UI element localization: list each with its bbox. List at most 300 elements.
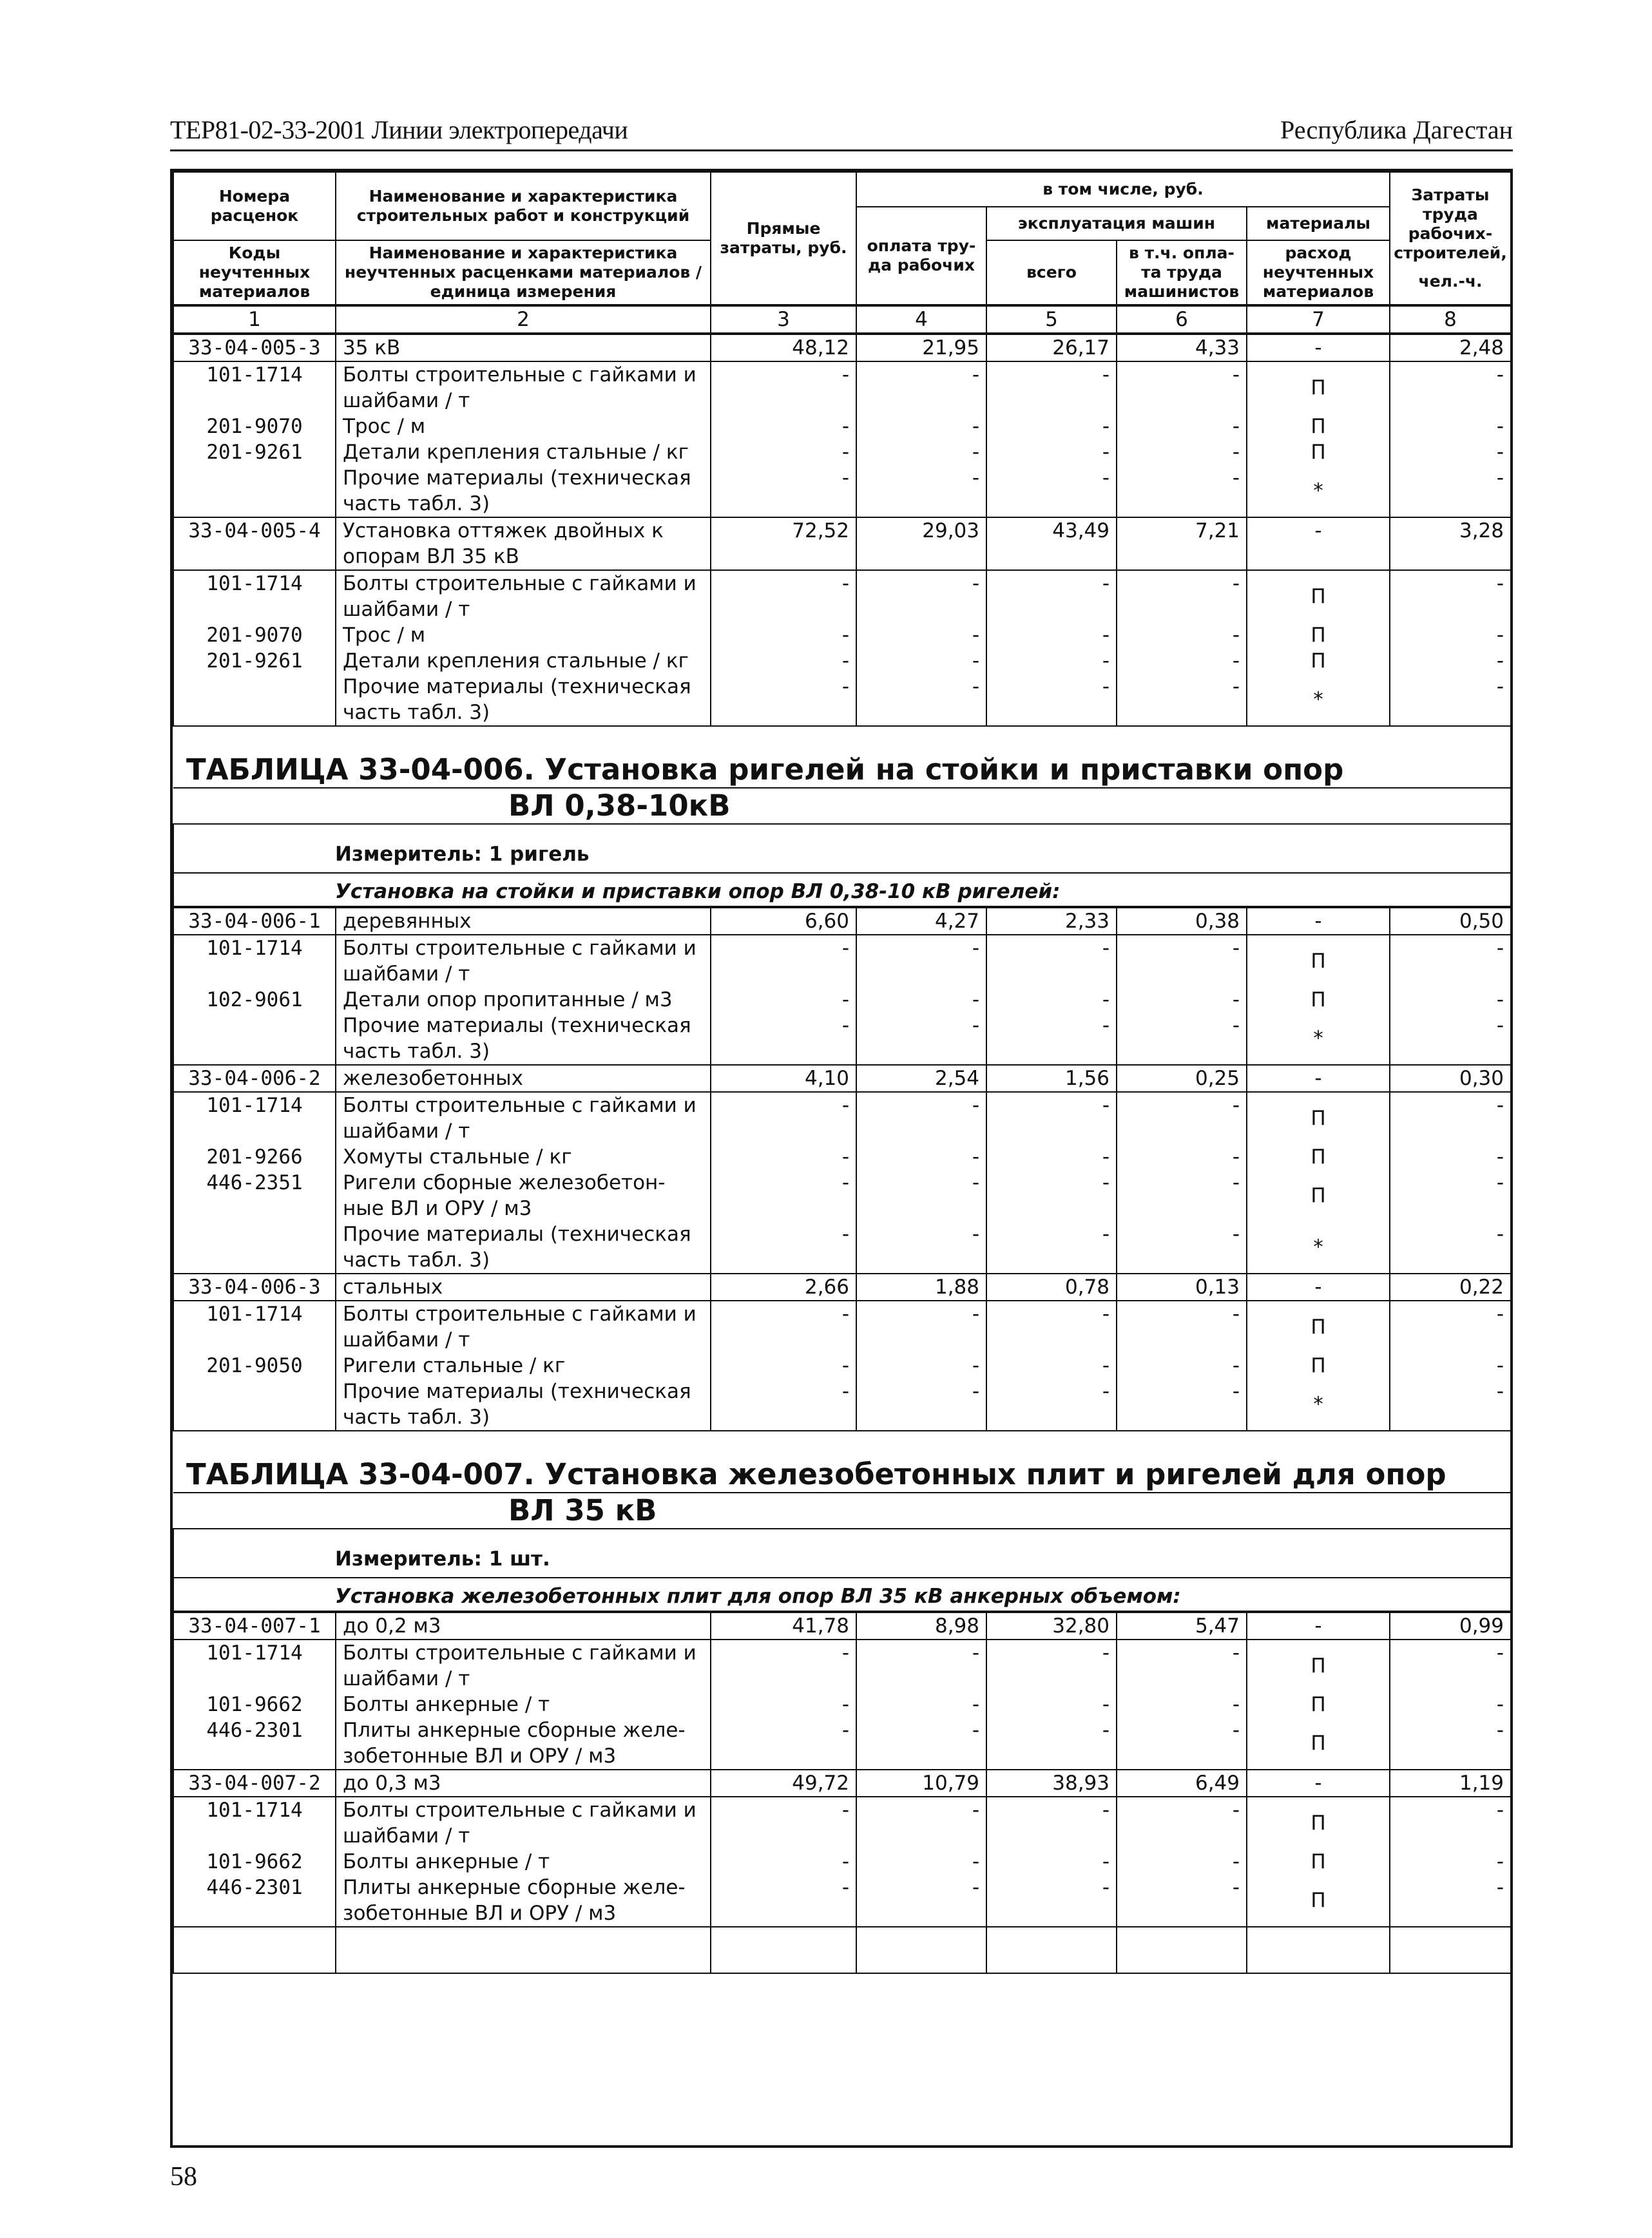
material-row <box>173 674 1511 726</box>
rate-code: 33-04-006-1 <box>173 907 336 935</box>
material-name: Прочие материалы (техническая часть табл. 3) <box>336 1221 711 1274</box>
labor-pay-cell: - <box>856 1640 986 1692</box>
direct-costs-cell: - <box>711 1379 856 1431</box>
labor-cost-cell: - <box>1390 361 1511 414</box>
machines-total-cell: - <box>986 1717 1117 1770</box>
material-row <box>173 1144 1511 1170</box>
rate-row <box>173 1770 1511 1797</box>
labor-pay-cell: - <box>856 1092 986 1144</box>
rate-name: стальных <box>336 1274 711 1301</box>
labor-cost-cell: - <box>1390 622 1511 648</box>
rate-row <box>173 1274 1511 1301</box>
header-labor-cost <box>1390 172 1511 305</box>
labor-pay-cell: 10,79 <box>856 1770 986 1797</box>
rates-body <box>173 334 1511 1973</box>
rate-name: железобетонных <box>336 1065 711 1092</box>
column-numbers-row <box>173 305 1511 334</box>
machines-total-cell: - <box>986 1640 1117 1692</box>
material-row <box>173 1301 1511 1353</box>
labor-pay-cell: - <box>856 1221 986 1274</box>
direct-costs-cell: - <box>711 1221 856 1274</box>
material-code: 102-9061 <box>173 987 336 1013</box>
material-name: Прочие материалы (техническая часть табл. 3) <box>336 674 711 726</box>
rate-code: 33-04-005-3 <box>173 334 336 361</box>
direct-costs-cell: - <box>711 1170 856 1221</box>
material-name: Детали опор пропитанные / м3 <box>336 987 711 1013</box>
column-number: 5 <box>986 305 1117 334</box>
table-subheading: Установка железобетонных плит для опор ВЛ 35 кВ анкерных объемом: <box>173 1578 1511 1612</box>
rate-code: 33-04-007-2 <box>173 1770 336 1797</box>
labor-cost-cell: 0,99 <box>1390 1612 1511 1640</box>
machines-total-cell: - <box>986 1144 1117 1170</box>
materials-cell: П <box>1247 1353 1390 1379</box>
material-name: Болты анкерные / т <box>336 1692 711 1717</box>
machines-total-cell: - <box>986 414 1117 439</box>
labor-pay-cell: - <box>856 1301 986 1353</box>
rate-name: деревянных <box>336 907 711 935</box>
materials-cell: * <box>1247 1221 1390 1274</box>
materials-cell: П <box>1247 1092 1390 1144</box>
direct-costs-cell: - <box>711 1717 856 1770</box>
header-rule <box>170 149 1513 151</box>
table-meter: Измеритель: 1 шт. <box>173 1529 1511 1578</box>
rate-code: 33-04-007-1 <box>173 1612 336 1640</box>
materials-cell: * <box>1247 1379 1390 1431</box>
machines-labor-cell: 0,38 <box>1117 907 1247 935</box>
machines-labor-cell: - <box>1117 1221 1247 1274</box>
material-code: 101-1714 <box>173 361 336 414</box>
labor-cost-cell: 3,28 <box>1390 517 1511 570</box>
machines-total-cell: - <box>986 622 1117 648</box>
header-machines-total: всего <box>986 240 1117 305</box>
direct-costs-cell: - <box>711 1013 856 1065</box>
material-name: Болты строительные с гайками и шайбами / т <box>336 1092 711 1144</box>
direct-costs-cell: - <box>711 439 856 465</box>
labor-cost-cell: 0,50 <box>1390 907 1511 935</box>
machines-total-cell: - <box>986 674 1117 726</box>
labor-cost-cell: - <box>1390 570 1511 622</box>
material-code: 201-9261 <box>173 439 336 465</box>
machines-labor-cell: 4,33 <box>1117 334 1247 361</box>
materials-cell: - <box>1247 1065 1390 1092</box>
material-row <box>173 1717 1511 1770</box>
labor-pay-cell: - <box>856 1170 986 1221</box>
material-code <box>173 465 336 517</box>
rate-code: 33-04-006-3 <box>173 1274 336 1301</box>
labor-pay-cell: 2,54 <box>856 1065 986 1092</box>
materials-cell: - <box>1247 334 1390 361</box>
labor-pay-cell: - <box>856 465 986 517</box>
empty-cell <box>986 1927 1117 1973</box>
materials-cell: - <box>1247 1612 1390 1640</box>
header-labor-unit: чел.-ч. <box>1418 272 1483 291</box>
materials-cell: * <box>1247 1013 1390 1065</box>
materials-cell: * <box>1247 674 1390 726</box>
direct-costs-cell: - <box>711 622 856 648</box>
table-meter: Измеритель: 1 ригель <box>173 824 1511 873</box>
rate-code: 33-04-005-4 <box>173 517 336 570</box>
direct-costs-cell: 6,60 <box>711 907 856 935</box>
machines-total-cell: 2,33 <box>986 907 1117 935</box>
machines-total-cell: - <box>986 1849 1117 1875</box>
materials-cell: П <box>1247 1875 1390 1927</box>
materials-cell: П <box>1247 1797 1390 1849</box>
rate-row <box>173 907 1511 935</box>
material-code: 101-1714 <box>173 1640 336 1692</box>
materials-cell: П <box>1247 1692 1390 1717</box>
machines-total-cell: - <box>986 935 1117 987</box>
labor-pay-cell: - <box>856 439 986 465</box>
material-row <box>173 1013 1511 1065</box>
rates-table <box>173 171 1512 1974</box>
rate-name: до 0,2 м3 <box>336 1612 711 1640</box>
machines-total-cell: - <box>986 1013 1117 1065</box>
header-materials: материалы <box>1247 207 1390 240</box>
direct-costs-cell: 4,10 <box>711 1065 856 1092</box>
materials-cell: П <box>1247 1170 1390 1221</box>
material-name: Ригели стальные / кг <box>336 1353 711 1379</box>
header-direct-costs: Прямые затраты, руб. <box>711 172 856 305</box>
machines-labor-cell: - <box>1117 1875 1247 1927</box>
document-code-title: ТЕР81-02-33-2001 Линии электропередачи <box>170 115 628 144</box>
labor-cost-cell: - <box>1390 1692 1511 1717</box>
header-in-total: в том числе, руб. <box>856 172 1390 207</box>
labor-cost-cell: - <box>1390 439 1511 465</box>
material-row <box>173 439 1511 465</box>
machines-total-cell: - <box>986 1875 1117 1927</box>
material-name: Трос / м <box>336 622 711 648</box>
material-code: 101-9662 <box>173 1692 336 1717</box>
direct-costs-cell: - <box>711 414 856 439</box>
rate-row <box>173 1065 1511 1092</box>
labor-pay-cell: - <box>856 361 986 414</box>
machines-labor-cell: - <box>1117 1692 1247 1717</box>
direct-costs-cell: - <box>711 987 856 1013</box>
material-name: Прочие материалы (техническая часть табл. 3) <box>336 465 711 517</box>
direct-costs-cell: - <box>711 1353 856 1379</box>
material-row <box>173 1640 1511 1692</box>
materials-cell: - <box>1247 1770 1390 1797</box>
labor-pay-cell: - <box>856 674 986 726</box>
machines-total-cell: - <box>986 1301 1117 1353</box>
materials-cell: П <box>1247 1717 1390 1770</box>
machines-total-cell: - <box>986 439 1117 465</box>
material-code: 201-9050 <box>173 1353 336 1379</box>
header-labor-cost-label: Затраты труда рабочих-строителей, <box>1394 186 1507 262</box>
direct-costs-cell: - <box>711 935 856 987</box>
labor-pay-cell: 21,95 <box>856 334 986 361</box>
direct-costs-cell: - <box>711 1144 856 1170</box>
material-code <box>173 1379 336 1431</box>
labor-pay-cell: - <box>856 414 986 439</box>
machines-labor-cell: 0,25 <box>1117 1065 1247 1092</box>
material-name: Болты строительные с гайками и шайбами / т <box>336 1797 711 1849</box>
materials-cell: * <box>1247 465 1390 517</box>
region-name: Республика Дагестан <box>1280 115 1513 144</box>
empty-cell <box>1390 1927 1511 1973</box>
machines-total-cell: 26,17 <box>986 334 1117 361</box>
material-row <box>173 1092 1511 1144</box>
material-name: Болты строительные с гайками и шайбами / т <box>336 570 711 622</box>
machines-total-cell: - <box>986 987 1117 1013</box>
direct-costs-cell: - <box>711 465 856 517</box>
machines-labor-cell: - <box>1117 465 1247 517</box>
labor-cost-cell: - <box>1390 674 1511 726</box>
material-name: Болты строительные с гайками и шайбами / т <box>336 1301 711 1353</box>
machines-total-cell: - <box>986 1221 1117 1274</box>
column-number: 8 <box>1390 305 1511 334</box>
machines-labor-cell: 7,21 <box>1117 517 1247 570</box>
materials-cell: П <box>1247 439 1390 465</box>
labor-pay-cell: - <box>856 570 986 622</box>
header-work-name: Наименование и характеристика строительных работ и конструкций <box>336 172 711 240</box>
material-row <box>173 1170 1511 1221</box>
labor-pay-cell: - <box>856 1144 986 1170</box>
labor-cost-cell: - <box>1390 987 1511 1013</box>
materials-cell: - <box>1247 1274 1390 1301</box>
machines-labor-cell: - <box>1117 1379 1247 1431</box>
machines-labor-cell: - <box>1117 1092 1247 1144</box>
material-name: Детали крепления стальные / кг <box>336 648 711 674</box>
material-name: Ригели сборные железобетон-ные ВЛ и ОРУ / м3 <box>336 1170 711 1221</box>
labor-cost-cell: - <box>1390 1797 1511 1849</box>
column-number: 3 <box>711 305 856 334</box>
labor-cost-cell: - <box>1390 1717 1511 1770</box>
direct-costs-cell: - <box>711 1301 856 1353</box>
material-name: Трос / м <box>336 414 711 439</box>
machines-labor-cell: - <box>1117 1170 1247 1221</box>
labor-pay-cell: - <box>856 1875 986 1927</box>
material-name: Прочие материалы (техническая часть табл. 3) <box>336 1379 711 1431</box>
material-code: 201-9266 <box>173 1144 336 1170</box>
material-name: Болты строительные с гайками и шайбами / т <box>336 1640 711 1692</box>
labor-cost-cell: - <box>1390 1849 1511 1875</box>
machines-labor-cell: - <box>1117 1301 1247 1353</box>
direct-costs-cell: - <box>711 674 856 726</box>
labor-cost-cell: - <box>1390 1221 1511 1274</box>
material-row <box>173 1692 1511 1717</box>
machines-labor-cell: - <box>1117 1849 1247 1875</box>
labor-pay-cell: - <box>856 935 986 987</box>
empty-cell <box>856 1927 986 1973</box>
material-row <box>173 465 1511 517</box>
machines-total-cell: - <box>986 1170 1117 1221</box>
labor-cost-cell: - <box>1390 1092 1511 1144</box>
material-code <box>173 1221 336 1274</box>
direct-costs-cell: 48,12 <box>711 334 856 361</box>
column-number: 1 <box>173 305 336 334</box>
materials-cell: П <box>1247 414 1390 439</box>
machines-total-cell: 1,56 <box>986 1065 1117 1092</box>
direct-costs-cell: 49,72 <box>711 1770 856 1797</box>
material-row <box>173 935 1511 987</box>
labor-cost-cell: - <box>1390 1170 1511 1221</box>
machines-total-cell: 0,78 <box>986 1274 1117 1301</box>
rates-sheet <box>170 169 1513 2148</box>
material-code: 201-9261 <box>173 648 336 674</box>
header-rate-numbers: Номера расценок <box>173 172 336 240</box>
material-name: Болты строительные с гайками и шайбами / т <box>336 361 711 414</box>
empty-cell <box>711 1927 856 1973</box>
rate-row <box>173 1612 1511 1640</box>
labor-cost-cell: - <box>1390 1379 1511 1431</box>
machines-labor-cell: - <box>1117 1640 1247 1692</box>
material-row <box>173 1849 1511 1875</box>
direct-costs-cell: - <box>711 1849 856 1875</box>
header-material-codes: Коды неучтенных материалов <box>173 240 336 305</box>
labor-cost-cell: - <box>1390 1301 1511 1353</box>
material-code: 446-2301 <box>173 1875 336 1927</box>
rate-row <box>173 334 1511 361</box>
materials-cell: П <box>1247 361 1390 414</box>
materials-cell: П <box>1247 622 1390 648</box>
direct-costs-cell: - <box>711 1092 856 1144</box>
materials-cell: П <box>1247 1301 1390 1353</box>
header-machines-labor: в т.ч. опла-та труда машинистов <box>1117 240 1247 305</box>
labor-pay-cell: - <box>856 1013 986 1065</box>
machines-labor-cell: - <box>1117 1717 1247 1770</box>
materials-cell: П <box>1247 935 1390 987</box>
labor-cost-cell: - <box>1390 1353 1511 1379</box>
machines-total-cell: 43,49 <box>986 517 1117 570</box>
direct-costs-cell: - <box>711 1640 856 1692</box>
material-row <box>173 1221 1511 1274</box>
materials-cell: П <box>1247 987 1390 1013</box>
machines-labor-cell: - <box>1117 987 1247 1013</box>
labor-cost-cell: - <box>1390 414 1511 439</box>
rate-row <box>173 517 1511 570</box>
material-row <box>173 570 1511 622</box>
table-subheading: Установка на стойки и приставки опор ВЛ 0,38-10 кВ ригелей: <box>173 873 1511 907</box>
material-row <box>173 1379 1511 1431</box>
empty-cell <box>1247 1927 1390 1973</box>
labor-pay-cell: - <box>856 1353 986 1379</box>
material-code: 101-1714 <box>173 570 336 622</box>
empty-cell <box>336 1927 711 1973</box>
material-row <box>173 1353 1511 1379</box>
labor-pay-cell: - <box>856 648 986 674</box>
material-code: 101-1714 <box>173 1797 336 1849</box>
labor-pay-cell: 1,88 <box>856 1274 986 1301</box>
direct-costs-cell: - <box>711 361 856 414</box>
material-name: Детали крепления стальные / кг <box>336 439 711 465</box>
machines-total-cell: - <box>986 1379 1117 1431</box>
rate-code: 33-04-006-2 <box>173 1065 336 1092</box>
machines-labor-cell: - <box>1117 361 1247 414</box>
table-title: ТАБЛИЦА 33-04-006. Установка ригелей на стойки и приставки опор <box>173 726 1511 788</box>
machines-labor-cell: - <box>1117 648 1247 674</box>
direct-costs-cell: 41,78 <box>711 1612 856 1640</box>
material-row <box>173 1797 1511 1849</box>
labor-pay-cell: - <box>856 1692 986 1717</box>
rate-name: до 0,3 м3 <box>336 1770 711 1797</box>
column-number: 2 <box>336 305 711 334</box>
machines-total-cell: - <box>986 361 1117 414</box>
labor-cost-cell: - <box>1390 1013 1511 1065</box>
machines-total-cell: - <box>986 1092 1117 1144</box>
labor-cost-cell: - <box>1390 1144 1511 1170</box>
machines-labor-cell: 6,49 <box>1117 1770 1247 1797</box>
machines-total-cell: - <box>986 465 1117 517</box>
labor-cost-cell: - <box>1390 1640 1511 1692</box>
material-name: Болты строительные с гайками и шайбами / т <box>336 935 711 987</box>
machines-labor-cell: - <box>1117 439 1247 465</box>
materials-cell: П <box>1247 570 1390 622</box>
header-machines: эксплуатация машин <box>986 207 1247 240</box>
materials-cell: - <box>1247 517 1390 570</box>
materials-cell: П <box>1247 1640 1390 1692</box>
column-number: 6 <box>1117 305 1247 334</box>
machines-labor-cell: - <box>1117 935 1247 987</box>
labor-cost-cell: - <box>1390 935 1511 987</box>
machines-labor-cell: - <box>1117 1353 1247 1379</box>
rate-name: 35 кВ <box>336 334 711 361</box>
header-material-name: Наименование и характеристика неучтенных расценками материалов / единица измерения <box>336 240 711 305</box>
material-row <box>173 987 1511 1013</box>
material-code: 101-1714 <box>173 1301 336 1353</box>
page-number: 58 <box>170 2162 197 2192</box>
machines-labor-cell: - <box>1117 1013 1247 1065</box>
material-code <box>173 674 336 726</box>
empty-cell <box>173 1927 336 1973</box>
machines-total-cell: - <box>986 1353 1117 1379</box>
material-code: 101-9662 <box>173 1849 336 1875</box>
labor-cost-cell: - <box>1390 465 1511 517</box>
material-row <box>173 648 1511 674</box>
machines-labor-cell: - <box>1117 674 1247 726</box>
machines-total-cell: 32,80 <box>986 1612 1117 1640</box>
header-labor-pay: оплата тру-да рабочих <box>856 207 986 305</box>
machines-labor-cell: - <box>1117 570 1247 622</box>
labor-pay-cell: - <box>856 1717 986 1770</box>
material-code: 101-1714 <box>173 935 336 987</box>
material-name: Хомуты стальные / кг <box>336 1144 711 1170</box>
labor-pay-cell: 29,03 <box>856 517 986 570</box>
direct-costs-cell: - <box>711 648 856 674</box>
empty-cell <box>1117 1927 1247 1973</box>
material-row <box>173 414 1511 439</box>
machines-total-cell: - <box>986 1692 1117 1717</box>
machines-total-cell: - <box>986 570 1117 622</box>
material-code <box>173 1013 336 1065</box>
materials-cell: П <box>1247 1849 1390 1875</box>
machines-total-cell: - <box>986 648 1117 674</box>
material-code: 201-9070 <box>173 414 336 439</box>
direct-costs-cell: - <box>711 1875 856 1927</box>
labor-cost-cell: - <box>1390 1875 1511 1927</box>
column-number: 4 <box>856 305 986 334</box>
machines-labor-cell: - <box>1117 622 1247 648</box>
direct-costs-cell: - <box>711 570 856 622</box>
table-title-line-2: ВЛ 35 кВ <box>173 1493 1511 1529</box>
direct-costs-cell: 2,66 <box>711 1274 856 1301</box>
labor-cost-cell: - <box>1390 648 1511 674</box>
material-code: 101-1714 <box>173 1092 336 1144</box>
direct-costs-cell: - <box>711 1692 856 1717</box>
direct-costs-cell: 72,52 <box>711 517 856 570</box>
material-name: Прочие материалы (техническая часть табл. 3) <box>336 1013 711 1065</box>
table-title-line-2: ВЛ 0,38-10кВ <box>173 788 1511 824</box>
material-row <box>173 622 1511 648</box>
machines-total-cell: 38,93 <box>986 1770 1117 1797</box>
material-code: 201-9070 <box>173 622 336 648</box>
labor-pay-cell: 8,98 <box>856 1612 986 1640</box>
materials-cell: - <box>1247 907 1390 935</box>
machines-labor-cell: - <box>1117 414 1247 439</box>
labor-pay-cell: - <box>856 1379 986 1431</box>
labor-cost-cell: 2,48 <box>1390 334 1511 361</box>
labor-pay-cell: 4,27 <box>856 907 986 935</box>
